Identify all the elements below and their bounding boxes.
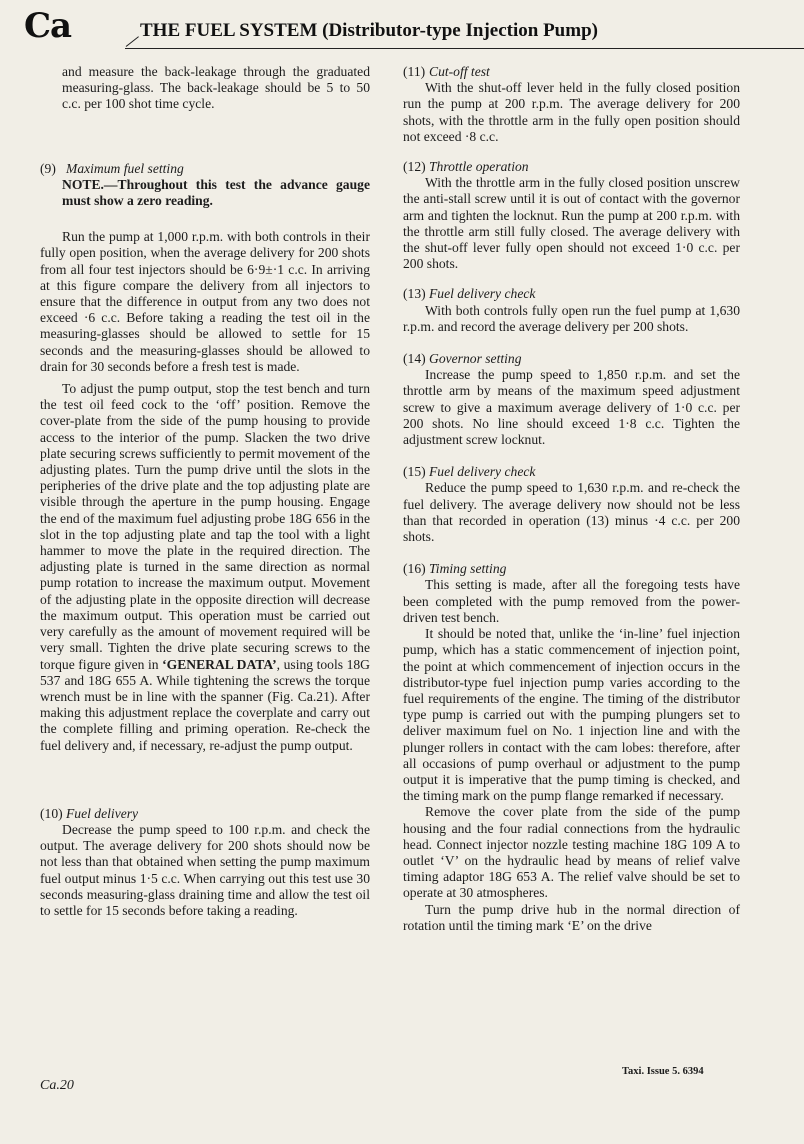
paragraph: With both controls fully open run the fuel pump at 1,630 r.p.m. and record the average delivery per 200 shots.	[403, 302, 740, 334]
section-heading-13	[403, 286, 740, 302]
section-title: Cut-off test	[429, 64, 490, 79]
note-text: Throughout this test the advance gauge must show a zero reading.	[62, 176, 370, 209]
page-number: Ca.20	[40, 1078, 74, 1093]
paragraph: This setting is made, after all the foregoing tests have been completed with the pump removed from the power-driven test bench.	[403, 577, 740, 625]
section-title: Fuel delivery	[66, 805, 139, 821]
note-paragraph	[40, 177, 370, 209]
section-heading-15	[403, 464, 740, 480]
intro-paragraph: and measure the back-leakage through the graduated measuring-glass. The back-leakage should be 5 to 50 c.c. per 100 shot time cycle.	[62, 64, 370, 112]
paragraph: Remove the cover plate from the side of the pump housing and the four radial connections from the hydraulic head. Connect injector nozzle testing machine 18G 109 A to outlet ‘V’ on the hydraulic head by means of relief valve timing adaptor 18G 653 A. The relief valve should be set to operate at 30 atmospheres.	[403, 804, 740, 901]
section-title: Fuel delivery check	[429, 464, 536, 480]
right-column	[403, 64, 740, 934]
section-title: Fuel delivery check	[429, 286, 536, 302]
section-number: (13)	[403, 286, 426, 302]
paragraph: Increase the pump speed to 1,850 r.p.m. and set the throttle arm by means of the maximum speed adjustment screw to give a maximum average delivery of 1·0 c.c. per 200 shots. No line should exceed 1·8 c.c. Tighten the adjustment screw locknut.	[403, 367, 740, 448]
page-title: THE FUEL SYSTEM (Distributor-type Injection Pump)	[140, 20, 598, 41]
section-number: (14)	[403, 351, 426, 367]
section-heading-9	[40, 161, 370, 177]
section-number: (16)	[403, 561, 426, 577]
paragraph: Reduce the pump speed to 1,630 r.p.m. and re-check the fuel delivery. The average delivery now should not be less than that recorded in operation (13) minus ·4 c.c. per 200 shots.	[403, 480, 740, 545]
section-number: (12)	[403, 159, 426, 175]
paragraph-text: To adjust the pump output, stop the test bench and turn the test oil feed cock to the ‘off’ position. Remove the cover-plate from the side of the pump housing to provide access to the interior of the pump. Slacken the two drive plate securing screws sufficiently to permit movement of the adjusting plates. Turn the pump drive until the slots in the peripheries of the drive plate and the top adjusting plate are visible through the aperture in the pump housing. Engage the end of the maximum fuel adjusting probe 18G 656 in the slot in the top adjusting plate and tap the tool with a light hammer to move the plate in the required direction. The adjusting plate is turned in the same direction as normal pump rotation to increase the maximum output. Movement of the adjusting plate in the opposite direction will decrease the maximum output. This operation must be carried out very carefully as the amount of movement required will be very small. Tighten the drive plate securing screws to the torque figure given in	[40, 381, 370, 672]
paragraph: With the throttle arm in the fully closed position unscrew the anti-stall screw until it is out of contact with the governor arm and tighten the locknut. Run the pump at 200 r.p.m. with the throttle arm still fully closed. The average delivery with the shut-off lever fully open should not exceed 1·0 c.c. per 200 shots.	[403, 175, 740, 272]
paragraph: Run the pump at 1,000 r.p.m. with both controls in their fully open position, when the average delivery for 200 shots from all four test injectors should be 6·9±·1 c.c. In arriving at this figure compare the delivery from all injectors to ensure that the difference in output from any two does not exceed ·6 c.c. Before taking a reading the test oil in the measuring-glasses should be allowed to settle for 15 seconds and the measuring-glasses should be allowed to drain for 30 seconds before a fresh test is made.	[40, 229, 370, 374]
paragraph: Turn the pump drive hub in the normal direction of rotation until the timing mark ‘E’ on the drive	[403, 901, 740, 933]
section-heading-16	[403, 561, 740, 577]
section-heading-12	[403, 159, 740, 175]
paragraph-text: , using tools 18G 537 and 18G 655 A. While tightening the screws the torque wrench must be in line with the spanner (Fig. Ca.21). After making this adjustment replace the coverplate and carry out the complete filling and priming operation. Re-check the fuel delivery and, if necessary, re-adjust the pump output.	[40, 656, 370, 753]
note-label: NOTE.—	[62, 176, 118, 192]
paragraph: Decrease the pump speed to 100 r.p.m. and check the output. The average delivery for 200 shots should now be not less than that obtained when setting the pump maximum fuel output minus 1·5 c.c. When carrying out this test use 30 seconds measuring-glass draining time and allow the test oil to settle for 15 seconds before taking a reading.	[40, 821, 370, 918]
header-rule	[125, 48, 804, 49]
page-header	[20, 6, 790, 50]
section-heading-11	[403, 64, 740, 80]
issue-info: Taxi. Issue 5. 6394	[622, 1066, 704, 1077]
section-heading-10	[40, 806, 370, 822]
header-rule-tick	[126, 36, 139, 47]
section-heading-14	[403, 351, 740, 367]
left-column	[40, 64, 370, 919]
section-title: Throttle operation	[429, 159, 529, 175]
paragraph: With the shut-off lever held in the fully closed position run the pump at 200 r.p.m. The average delivery for 200 shots, with the throttle arm in the fully open position should not exceed ·8 c.c.	[403, 80, 740, 144]
paragraph: It should be noted that, unlike the ‘in-line’ fuel injection pump, which has a static commencement of injection point, the point at which commencement of injection occurs in the distributor-type fuel injection pump varies according to the fuel requirements of the engine. The timing of the distributor type pump is carried out with the pumping plungers set to deliver maximum fuel on No. 1 injection line and with the plunger rollers in contact with the cam lobes: therefore, after all occasions of pump overhaul or adjustment to the pump output it is imperative that the pump timing is checked, and the timing mark on the pump flange remarked if necessary.	[403, 626, 740, 804]
section-code: Ca	[24, 6, 72, 46]
section-number: (9)	[40, 160, 56, 176]
section-number: (15)	[403, 464, 426, 480]
general-data-reference: ‘GENERAL DATA’	[162, 656, 277, 672]
section-title: Timing setting	[429, 561, 507, 577]
section-title: Maximum fuel setting	[66, 160, 184, 176]
section-number: (10)	[40, 805, 63, 821]
section-title: Governor setting	[429, 351, 522, 367]
section-number: (11)	[403, 64, 426, 79]
paragraph	[40, 381, 370, 754]
